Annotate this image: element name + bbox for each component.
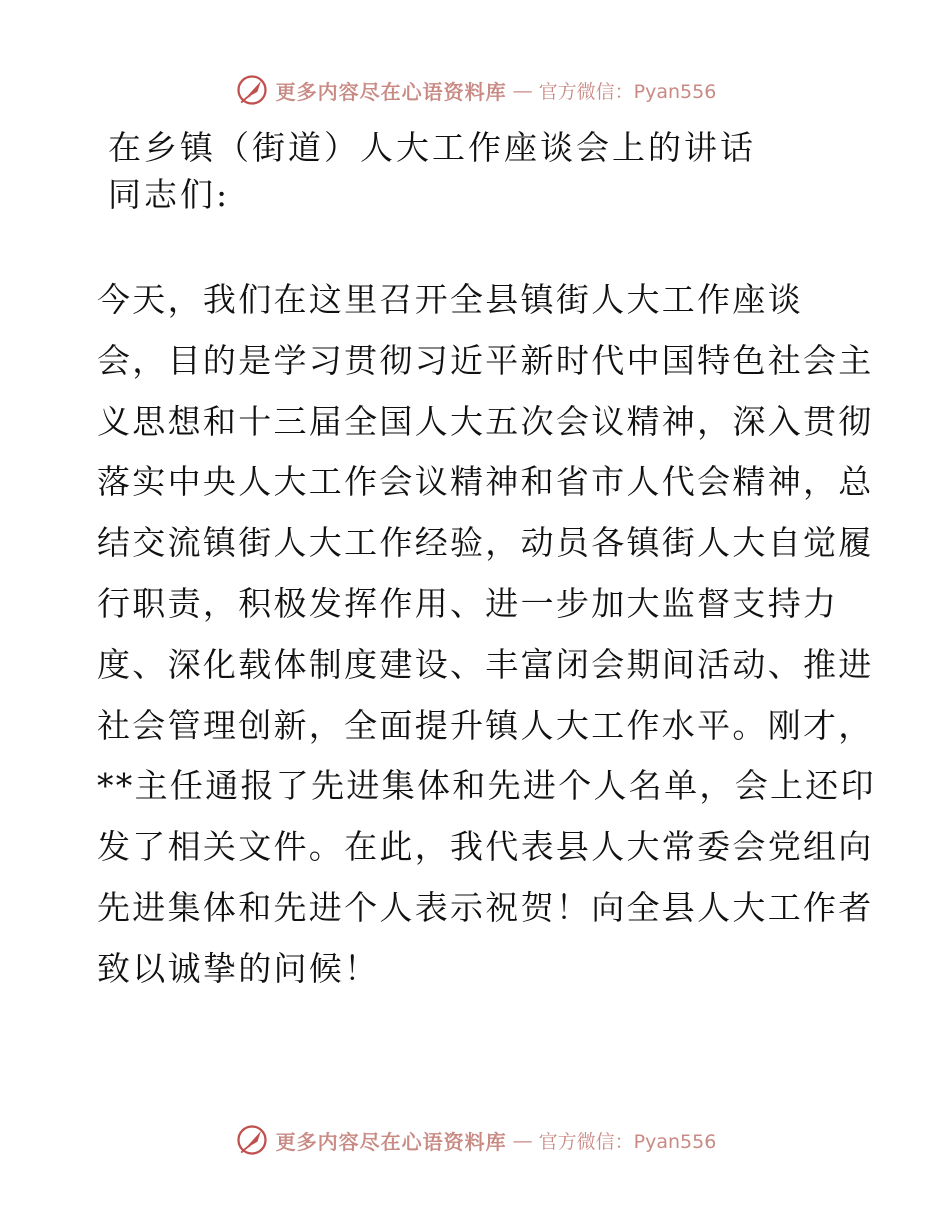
paragraph-line: 会，目的是学习贯彻习近平新时代中国特色社会主 [97, 340, 874, 380]
paragraph-line: 落实中央人大工作会议精神和省市人代会精神，总 [97, 462, 874, 502]
body-paragraph [97, 270, 876, 1000]
watermark-dash: — [512, 1128, 533, 1152]
salutation: 同志们: [108, 175, 231, 214]
document-title: 在乡镇（街道）人大工作座谈会上的讲话 [108, 128, 756, 167]
paragraph-line: 行职责，积极发挥作用、进一步加大监督支持力 [97, 583, 839, 623]
paragraph-line: 今天，我们在这里召开全县镇街人大工作座谈 [97, 280, 803, 319]
watermark-text: 更多内容尽在心语资料库 [275, 1129, 507, 1154]
watermark-wechat: 官方微信：Pyan556 [538, 1130, 717, 1153]
header-watermark [0, 70, 950, 110]
paragraph-line: 度、深化载体制度建设、丰富闭会期间活动、推进 [97, 644, 874, 684]
footer-watermark [0, 1120, 950, 1160]
watermark-wechat: 官方微信：Pyan556 [538, 80, 717, 103]
watermark-text: 更多内容尽在心语资料库 [275, 79, 507, 104]
paragraph-line: 结交流镇街人大工作经验，动员各镇街人大自觉履 [97, 523, 874, 563]
paragraph-line: 发了相关文件。在此，我代表县人大常委会党组向 [97, 827, 874, 867]
paragraph-line: 先进集体和先进个人表示祝贺！向全县人大工作者 [97, 887, 874, 927]
quill-logo-icon [234, 72, 270, 108]
paragraph-line: **主任通报了先进集体和先进个人名单，会上还印 [97, 766, 876, 806]
paragraph-line: 社会管理创新，全面提升镇人大工作水平。刚才， [97, 705, 874, 745]
paragraph-line: 义思想和十三届全国人大五次会议精神，深入贯彻 [97, 401, 874, 441]
quill-logo-icon [234, 1122, 270, 1158]
paragraph-line: 致以诚挚的问候！ [97, 948, 380, 988]
watermark-dash: — [512, 78, 533, 102]
